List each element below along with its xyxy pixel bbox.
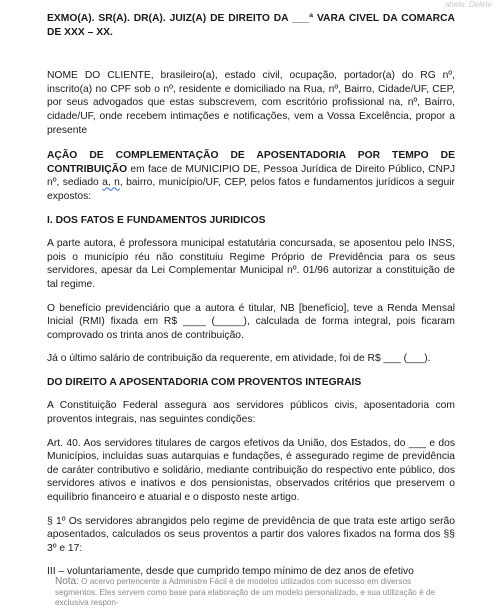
action-paragraph: [47, 149, 455, 203]
section-title-facts: I. DOS FATOS E FUNDAMENTOS JURIDICOS: [47, 214, 266, 226]
paragraph-art-40: Art. 40. Aos servidores titulares de cargos efetivos da União, dos Estados, do ___ e dos Municípios, incluídas suas autarquias e fundações, é assegurado regime de previdência de caráter contributivo e solidário, mediante contribuição do respectivo ente público, dos servidores ativos e inativos e dos pensionistas, observados critérios que preservem o equilíbrio financeiro e atuarial e o disposto neste artigo.: [47, 437, 455, 504]
paragraph-author: A parte autora, é professora municipal estatutária concursada, se aposentou pelo INSS, pois o município réu não constituiu Regime Próprio de Previdência para os seus servidores, apesar da Lei Complementar Municipal nº. 01/96 autorizar a constituição de tal regime.: [47, 238, 455, 290]
paragraph-section-1: § 1º Os servidores abrangidos pelo regime de previdência de que trata este artigo serão aposentados, calculados os seus proventos a partir dos valores fixados na forma dos §§ 3º e 17:: [47, 515, 455, 554]
paragraph-constitution: A Constituição Federal assegura aos servidores públicos civis, aposentadoria com proventos integrais, nas seguintes condições:: [47, 400, 455, 426]
paragraph-last-salary: Já o último salário de contribuição da requerente, em atividade, foi de R$ ___ (___).: [47, 353, 431, 365]
paragraph-benefit: O benefício previdenciário que a autora é titular, NB [benefício], teve a Renda Mensal Inicial (RMI) fixada em R$ ____ (_____), calculada de forma integral, pois ficaram comprovado os trinta anos de contribuição.: [47, 302, 455, 341]
section-title-right: DO DIREITO A APOSENTADORIA COM PROVENTOS INTEGRAIS: [47, 376, 362, 388]
footer-label: Nota:: [55, 576, 79, 587]
document-page: [47, 12, 455, 579]
action-text-after: , bairro, município/UF, CEP, pelos fatos e fundamentos jurídicos a seguir expostos:: [47, 177, 455, 202]
spellcheck-squiggle-text: a, n: [102, 177, 120, 189]
intro-paragraph: NOME DO CLIENTE, brasileiro(a), estado civil, ocupação, portador(a) do RG nº, inscrito(a) no CPF sob o nº, residente e domiciliado na Rua, nº, Bairro, Cidade/UF, CEP, por seus advogados que estas subscrevem, com escritório profissional na, nº, Bairro, cidade/UF, onde recebem intimações e notificações, vem a Vossa Excelência, propor a presente: [47, 70, 455, 136]
court-header: EXMO(A). SR(A). DR(A). JUIZ(A) DE DIREITO DA ___ª VARA CIVEL DA COMARCA DE XXX – XX.: [47, 13, 455, 38]
footer-text: O acervo pertencente a Administre Fácil é de modelos utilizados com sucesso em diversos segmentos. Eles servem como base para elaboração de um modelo personalizado, e sua utilização é de exclusiva respon-: [55, 577, 436, 607]
footer-note: [55, 577, 455, 609]
paragraph-item-iii: III – voluntariamente, desde que cumprido tempo mínimo de dez anos de efetivo: [47, 566, 414, 578]
action-text-before: em face de MUNICIPIO DE, Pessoa Jurídica de Direito Público, CNPJ nº, sediado: [47, 163, 455, 189]
watermark-text: abelo: Delete: [444, 0, 492, 9]
action-title: AÇÃO DE COMPLEMENTAÇÃO DE APOSENTADORIA POR TEMPO DE CONTRIBUIÇÃO: [47, 150, 455, 175]
